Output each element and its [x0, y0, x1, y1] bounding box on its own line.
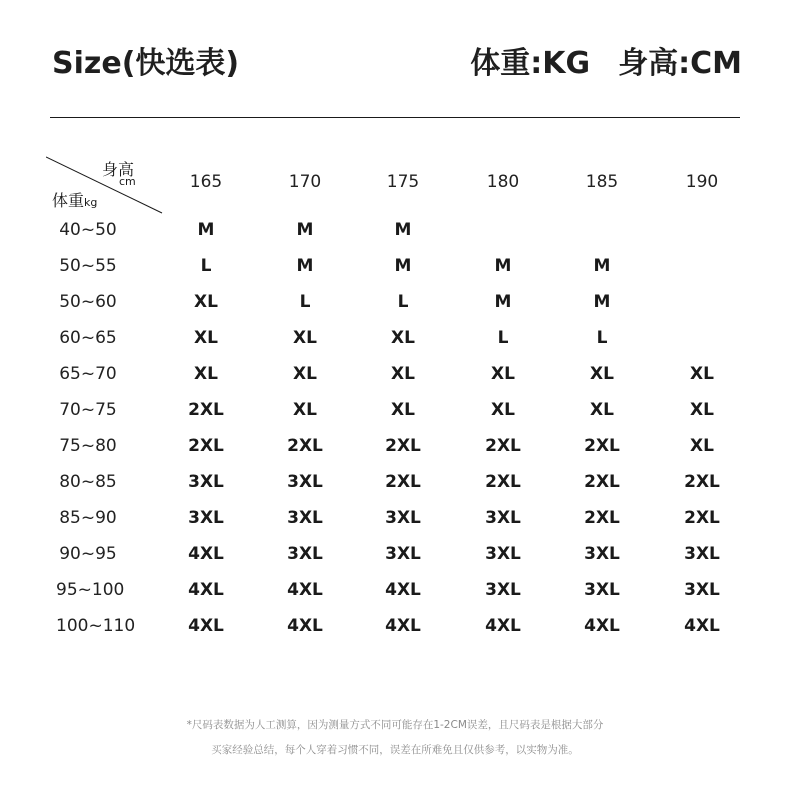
size-cell: M [494, 256, 512, 276]
size-cell: 3XL [684, 544, 720, 564]
size-cell: 4XL [188, 544, 224, 564]
size-cell: XL [194, 364, 218, 384]
size-cell: XL [690, 400, 714, 420]
size-cell: 4XL [287, 616, 323, 636]
footnote-line: *尺码表数据为人工测算，因为测量方式不同可能存在1-2CM误差，且尺码表是根据大部分 [186, 719, 604, 731]
weight-row-label: 100~110 [56, 616, 136, 636]
size-cell: M [197, 220, 215, 240]
size-cell: 4XL [385, 616, 421, 636]
size-cell: L [397, 292, 409, 312]
size-cell: XL [690, 436, 714, 456]
size-cell: 3XL [287, 544, 323, 564]
size-cell: L [200, 256, 212, 276]
weight-row-label: 90~95 [59, 544, 117, 564]
height-unit-label: 身高:CM [618, 46, 742, 81]
size-cell: 4XL [385, 580, 421, 600]
size-cell: 4XL [287, 580, 323, 600]
size-cell: 2XL [188, 436, 224, 456]
weight-row-label: 70~75 [59, 400, 117, 420]
weight-row-label: 80~85 [59, 472, 117, 492]
size-cell: 2XL [287, 436, 323, 456]
size-cell: 4XL [684, 616, 720, 636]
size-cell: XL [194, 292, 218, 312]
size-cell: XL [293, 400, 317, 420]
page-title: Size(快选表) [52, 46, 240, 81]
size-cell: 2XL [684, 508, 720, 528]
size-cell: 3XL [485, 544, 521, 564]
size-cell: 4XL [485, 616, 521, 636]
size-cell: 4XL [584, 616, 620, 636]
size-cell: 3XL [188, 472, 224, 492]
size-cell: XL [391, 364, 415, 384]
size-cell: 2XL [584, 472, 620, 492]
size-cell: 3XL [485, 508, 521, 528]
size-cell: L [497, 328, 509, 348]
size-cell: M [296, 220, 314, 240]
size-cell: XL [590, 364, 614, 384]
size-cell: XL [590, 400, 614, 420]
size-cell: 3XL [287, 508, 323, 528]
size-cell: XL [293, 364, 317, 384]
corner-height-label: 身高 [102, 160, 135, 179]
size-cell: 4XL [188, 616, 224, 636]
height-column-header: 170 [288, 172, 322, 192]
height-column-header: 190 [685, 172, 719, 192]
size-cell: 2XL [584, 508, 620, 528]
size-cell: 4XL [188, 580, 224, 600]
weight-row-label: 50~55 [59, 256, 117, 276]
size-cell: 2XL [385, 436, 421, 456]
size-cell: M [394, 220, 412, 240]
size-cell: XL [194, 328, 218, 348]
size-cell: 3XL [188, 508, 224, 528]
size-cell: M [593, 256, 611, 276]
size-cell: XL [690, 364, 714, 384]
size-cell: 3XL [385, 544, 421, 564]
corner-weight-label [52, 188, 97, 211]
size-cell: 2XL [188, 400, 224, 420]
weight-row-label: 95~100 [56, 580, 125, 600]
weight-row-label: 85~90 [59, 508, 117, 528]
weight-unit-label: 体重:KG [470, 46, 591, 81]
weight-row-label: 40~50 [59, 220, 117, 240]
size-cell: 3XL [584, 544, 620, 564]
footnote-line: 买家经验总结，每个人穿着习惯不同，误差在所难免且仅供参考，以实物为准。 [211, 744, 579, 756]
height-column-header: 185 [585, 172, 619, 192]
size-cell: L [299, 292, 311, 312]
size-cell: 2XL [584, 436, 620, 456]
size-cell: M [593, 292, 611, 312]
size-cell: 2XL [684, 472, 720, 492]
size-cell: M [394, 256, 412, 276]
corner-weight-unit: kg [84, 196, 98, 209]
table-corner-header [46, 155, 164, 215]
size-cell: XL [491, 364, 515, 384]
units-legend [470, 38, 742, 82]
weight-row-label: 65~70 [59, 364, 117, 384]
size-cell: XL [391, 400, 415, 420]
size-cell: XL [391, 328, 415, 348]
weight-row-label: 75~80 [59, 436, 117, 456]
size-cell: XL [491, 400, 515, 420]
height-column-header: 165 [189, 172, 223, 192]
size-cell: XL [293, 328, 317, 348]
corner-weight-text: 体重 [52, 191, 85, 210]
size-cell: 2XL [485, 436, 521, 456]
height-column-header: 180 [486, 172, 520, 192]
size-cell: M [296, 256, 314, 276]
size-cell: L [596, 328, 608, 348]
size-cell: 2XL [385, 472, 421, 492]
size-cell: 3XL [485, 580, 521, 600]
size-cell: 3XL [684, 580, 720, 600]
size-cell: M [494, 292, 512, 312]
weight-row-label: 50~60 [59, 292, 117, 312]
height-column-header: 175 [386, 172, 420, 192]
corner-height-unit: cm [119, 175, 136, 188]
size-cell: 3XL [287, 472, 323, 492]
size-cell: 2XL [485, 472, 521, 492]
size-cell: 3XL [385, 508, 421, 528]
size-cell: 3XL [584, 580, 620, 600]
divider [50, 117, 740, 118]
weight-row-label: 60~65 [59, 328, 117, 348]
